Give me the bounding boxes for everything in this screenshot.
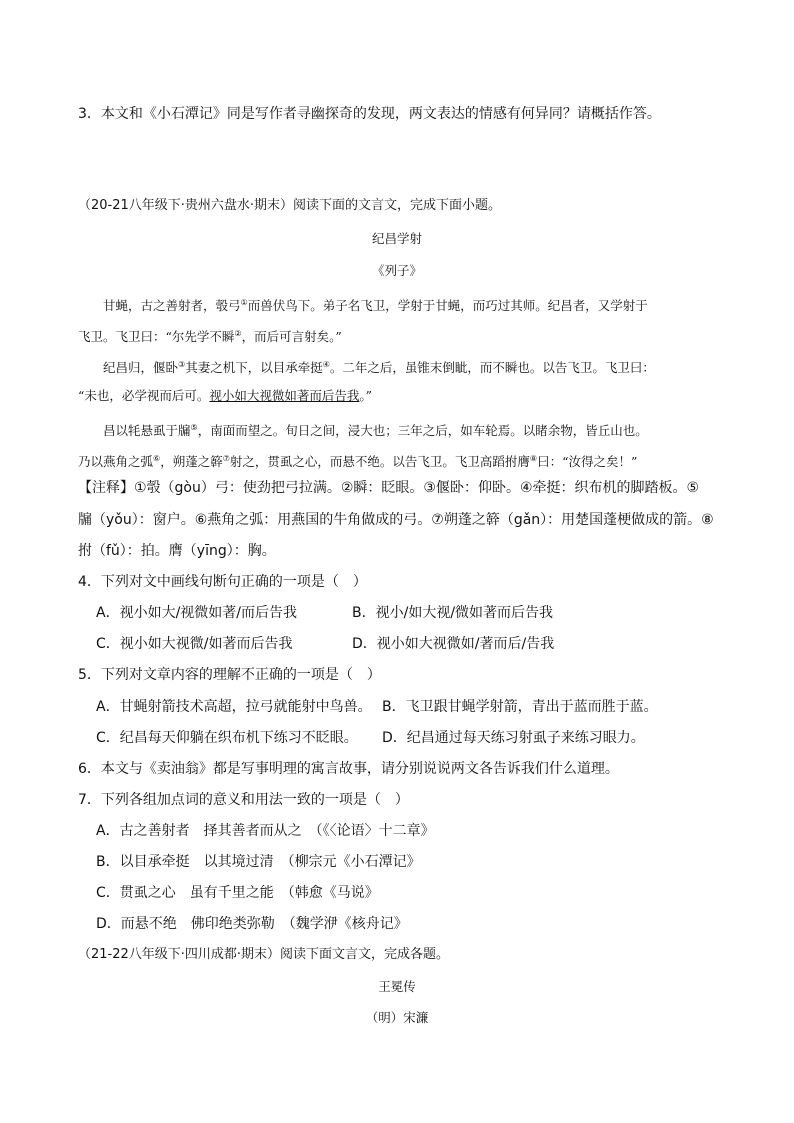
passage-intro-2: （21-22八年级下·四川成都·期末）阅读下面文言文，完成各题。: [78, 947, 450, 962]
question-5-option-a: A．甘蝇射箭技术高超，拉弓就能射中鸟兽。: [96, 699, 372, 715]
question-7-option-d: D．而悬不绝 佛印绝类弥勒 （魏学洢《核舟记》: [96, 916, 408, 932]
annotation-line: 【注释】①彀（gòu）弓：使劲把弓拉满。②瞬：眨眼。③偃卧：仰卧。④牵挺：织布机的脚踏板。⑤: [78, 480, 700, 496]
passage-title-1: 纪昌学射: [371, 231, 422, 246]
passage-line: 甘蝇，古之善射者，彀弓①而兽伏鸟下。弟子名飞卫，学射于甘蝇，而巧过其师。纪昌者，又学射于: [103, 298, 648, 314]
footnote-marker: ⑥: [153, 454, 161, 463]
question-6: 6．本文与《卖油翁》都是写事明理的寓言故事，请分别说说两文各告诉我们什么道理。: [78, 761, 619, 777]
passage-title-2: 王冕传: [378, 979, 416, 994]
question-7: 7．下列各组加点词的意义和用法一致的一项是（ ）: [78, 792, 409, 808]
passage-line: 飞卫。飞卫曰：“尔先学不瞬②，而后可言射矣。”: [78, 329, 342, 345]
question-5-option-d: D．纪昌通过每天练习射虱子来练习眼力。: [382, 730, 645, 746]
question-4-option-d: D．视小如大视微如/著而后/告我: [352, 636, 555, 652]
question-4-option-b: B．视小/如大视/微如著而后告我: [352, 605, 554, 621]
footnote-marker: ⑤: [190, 423, 198, 432]
question-4: 4．下列对文中画线句断句正确的一项是（ ）: [78, 574, 367, 590]
footnote-marker: ⑧: [529, 454, 538, 463]
question-3: 3．本文和《小石潭记》同是写作者寻幽探奇的发现，两文表达的情感有何异同？请概括作答。: [78, 106, 661, 122]
footnote-marker: ④: [322, 360, 330, 369]
question-4-option-c: C．视小如大视微/如著而后告我: [96, 636, 293, 652]
footnote-marker: ③: [178, 360, 186, 369]
annotation-line: 牖（yǒu）：窗户。⑥燕角之弧：用燕国的牛角做成的弓。⑦朔蓬之簳（gǎn）：用楚国蓬梗做成的箭。⑧: [78, 512, 714, 528]
underlined-sentence: 视小如大视微如著而后告我: [209, 388, 360, 403]
passage-author-2: （明）宋濂: [365, 1010, 429, 1025]
passage-source-1: 《列子》: [371, 263, 422, 278]
passage-line: “未也，必学视而后可。视小如大视微如著而后告我。”: [78, 388, 373, 403]
footnote-marker: ②: [234, 329, 242, 338]
passage-intro-1: （20-21八年级下·贵州六盘水·期末）阅读下面的文言文，完成下面小题。: [78, 198, 502, 213]
passage-line: 乃以燕角之弧⑥，朔蓬之簳⑦射之，贯虱之心，而悬不绝。以告飞卫。飞卫高蹈拊膺⑧曰：“汝得之矣！”: [78, 454, 638, 470]
question-5: 5．下列对文章内容的理解不正确的一项是（ ）: [78, 667, 381, 683]
footnote-marker: ⑦: [222, 454, 230, 463]
question-7-option-b: B．以目承牵挺 以其境过清 （柳宗元《小石潭记》: [96, 854, 421, 870]
footnote-marker: ①: [240, 298, 248, 307]
question-5-option-c: C．纪昌每天仰躺在织布机下练习不眨眼。: [96, 730, 358, 746]
passage-line: 昌以牦悬虱于牖⑤，南面而望之。旬日之间，浸大也；三年之后，如车轮焉。以睹余物，皆丘山也。: [103, 423, 648, 439]
question-5-option-b: B．飞卫跟甘蝇学射箭，青出于蓝而胜于蓝。: [382, 699, 658, 715]
question-7-option-a: A．古之善射者 择其善者而从之 （《〈论语〉十二章》: [96, 823, 435, 839]
question-4-option-a: A．视小如大/视微如著/而后告我: [96, 605, 298, 621]
question-7-option-c: C．贯虱之心 虽有千里之能 （韩愈《马说》: [96, 885, 379, 901]
passage-line: 纪昌归，偃卧③其妻之机下，以目承牵挺④。二年之后，虽锥末倒眦，而不瞬也。以告飞卫。飞卫曰：: [103, 360, 655, 376]
annotation-line: 拊（fǔ）：拍。膺（yīng）：胸。: [78, 543, 276, 559]
